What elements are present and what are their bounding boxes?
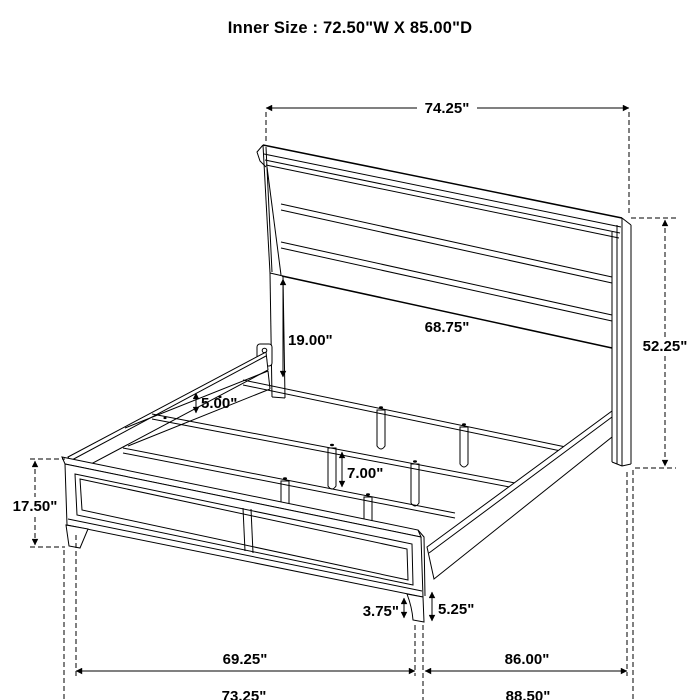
dim-label-footboard-height: 17.50" [12, 498, 58, 515]
dim-label-headboard-height: 52.25" [642, 338, 688, 355]
dim-label-footboard-leg-height: 5.25" [438, 601, 475, 618]
dim-label-headboard-width: 74.25" [424, 100, 470, 117]
dim-label-footboard-inner-width: 69.25" [222, 651, 268, 668]
dim-label-rail-length: 86.00" [504, 651, 550, 668]
dim-label-under-clearance: 3.75" [362, 603, 399, 620]
diagram-title: Inner Size : 72.50"W X 85.00"D [227, 19, 473, 37]
far-side-rail-drawing [68, 352, 270, 472]
dim-label-support-leg-height: 7.00" [347, 465, 384, 482]
slat-support-leg [460, 427, 468, 467]
dim-label-overall-length: 88.50" [505, 688, 551, 700]
dim-label-panel-to-rail: 19.00" [288, 332, 333, 349]
headboard-drawing [257, 145, 631, 466]
dim-label-footboard-width: 73.25" [221, 688, 267, 700]
slat-support-leg [411, 464, 419, 506]
dimension-annotations [7, 100, 695, 700]
dim-label-headboard-panel-width: 68.75" [424, 319, 470, 336]
near-side-rail-drawing [427, 411, 612, 579]
footboard-left-leg [66, 525, 88, 548]
slat-support-leg [377, 410, 385, 449]
dim-label-rail-height: 5.00" [201, 395, 238, 412]
footboard-right-leg [407, 594, 424, 622]
